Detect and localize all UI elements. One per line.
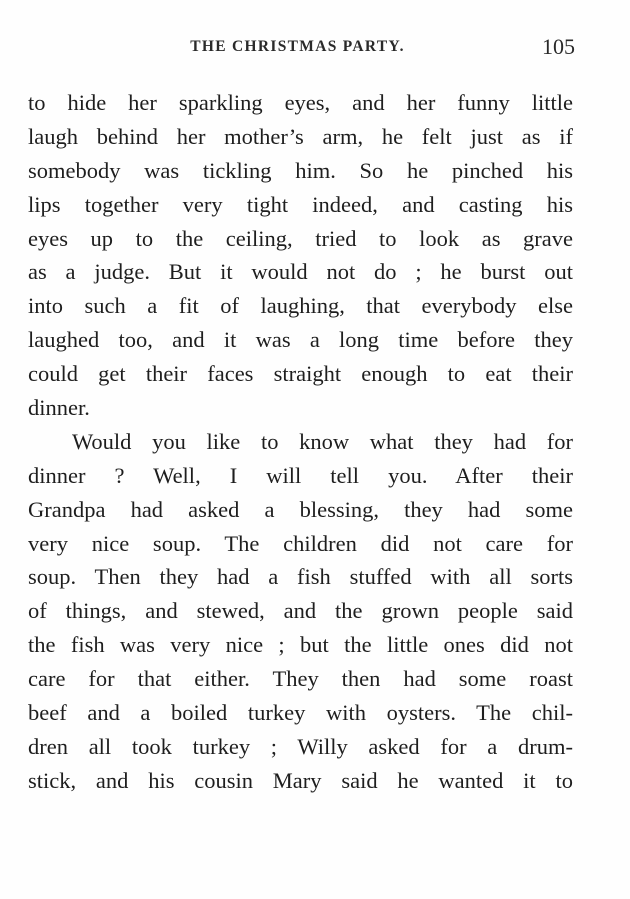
paragraph <box>28 86 573 425</box>
text-line: to hide her sparkling eyes, and her funny little <box>28 90 573 115</box>
text-line: soup. Then they had a fish stuffed with all sorts <box>28 564 573 590</box>
paragraph <box>28 425 573 798</box>
text-line: of things, and stewed, and the grown people said <box>28 598 573 624</box>
text-line: as a judge. But it would not do ; he burst out <box>28 259 573 285</box>
text-line: stick, and his cousin Mary said he wanted it to <box>28 767 573 793</box>
text-line: the fish was very nice ; but the little ones did not <box>28 632 573 658</box>
text-line: dinner. <box>28 395 90 421</box>
text-line: dinner ? Well, I will tell you. After their <box>28 462 573 488</box>
text-line: Would you like to know what they had for <box>72 428 573 454</box>
text-line: could get their faces straight enough to eat their <box>28 361 573 387</box>
text-line: eyes up to the ceiling, tried to look as grave <box>28 225 573 251</box>
text-line: dren all took turkey ; Willy asked for a drum- <box>28 733 573 759</box>
text-line: very nice soup. The children did not care for <box>28 530 573 556</box>
text-line: beef and a boiled turkey with oysters. The chil- <box>28 700 573 726</box>
text-line: Grandpa had asked a blessing, they had some <box>28 496 573 522</box>
text-line: laugh behind her mother’s arm, he felt just as if <box>28 123 573 149</box>
running-title: THE CHRISTMAS PARTY. <box>190 38 405 55</box>
body-text <box>28 86 573 798</box>
page-number: 105 <box>542 34 575 59</box>
text-line: care for that either. They then had some roast <box>28 666 573 692</box>
running-header <box>20 34 575 64</box>
text-line: into such a fit of laughing, that everybody else <box>28 293 573 319</box>
text-line: somebody was tickling him. So he pinched his <box>28 157 573 183</box>
text-line: lips together very tight indeed, and casting his <box>28 191 573 217</box>
text-line: laughed too, and it was a long time before they <box>28 327 573 353</box>
